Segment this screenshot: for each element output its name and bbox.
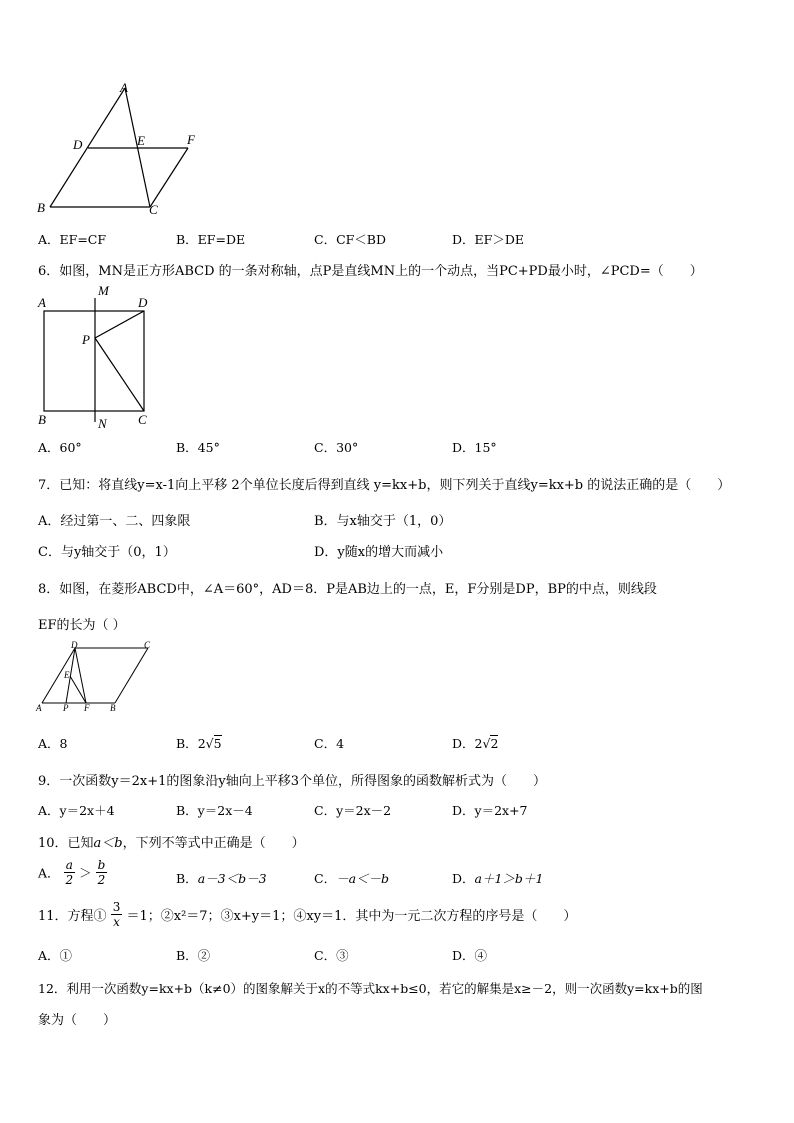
q10-option-b	[176, 869, 267, 887]
q9-option-a: A．y＝2x＋4	[38, 803, 115, 818]
q6-option-b: B．45°	[176, 440, 220, 455]
q8-option-a: A．8	[38, 736, 68, 751]
q8-option-b-prefix: B．	[176, 736, 198, 751]
q7-stem: 7．已知：将直线y=x-1向上平移 2个单位长度后得到直线 y=kx+b，则下列关于直线y=kx+b 的说法正确的是（ ）	[38, 478, 731, 493]
q9-stem: 9．一次函数y＝2x+1的图象沿y轴向上平移3个单位，所得图象的函数解析式为（ ）	[38, 774, 546, 789]
q5-option-a: A．EF=CF	[38, 232, 107, 247]
q10-option-d-expr: a＋1＞b＋1	[474, 871, 544, 886]
q10-option-b-expr: a－3＜b－3	[197, 871, 267, 886]
q10-stem-suffix: ，下列不等式中正确是（ ）	[122, 836, 305, 851]
q10-stem	[38, 832, 305, 851]
q8-option-b-radicand: 5	[213, 736, 222, 751]
q5-figure	[30, 78, 210, 218]
q10-option-a-den2: 2	[97, 873, 106, 887]
q5-label-F: F	[187, 132, 195, 147]
q10-option-d-prefix: D．	[452, 871, 475, 886]
q6-option-a: A．60°	[38, 440, 82, 455]
q10-stem-prefix: 10．已知	[38, 836, 94, 851]
q5-label-B: B	[37, 200, 45, 215]
q8-option-b	[176, 734, 222, 752]
q8-stem-line2: EF的长为（ ）	[38, 618, 126, 633]
q10-option-a-prefix: A．	[38, 865, 60, 881]
q10-option-c-expr: －a＜－b	[336, 871, 390, 886]
q6-figure	[30, 280, 160, 430]
q7-option-c: C．与y轴交于（0，1）	[38, 545, 176, 560]
q10-option-a-den1: 2	[65, 873, 74, 887]
q8-option-b-coef: 2	[197, 736, 206, 751]
q10-option-a-rel: ＞	[79, 865, 92, 881]
q6-label-A: A	[38, 295, 46, 310]
q8-label-F: F	[84, 703, 90, 713]
q8-label-A: A	[36, 703, 42, 713]
q8-label-B: B	[110, 703, 116, 713]
q8-label-D: D	[71, 640, 78, 650]
q8-option-b-sqrt-icon: √	[205, 736, 214, 751]
q6-stem: 6．如图，MN是正方形ABCD 的一条对称轴，点P是直线MN上的一个动点，当PC+PD最小时，∠PCD=（ ）	[38, 264, 703, 279]
q11-option-d: D．④	[452, 948, 488, 963]
q6-option-d: D．15°	[452, 440, 497, 455]
q5-label-C: C	[149, 202, 158, 217]
q10-option-c-prefix: C．	[314, 871, 337, 886]
q10-option-c	[314, 869, 389, 887]
q9-option-d: D．y＝2x+7	[452, 803, 528, 818]
q8-stem-line1: 8．如图，在菱形ABCD中，∠A＝60°，AD＝8．P是AB边上的一点，E，F分别是DP，BP的中点，则线段	[38, 582, 657, 597]
q11-option-c: C．③	[314, 948, 349, 963]
q11-stem-den: x	[113, 915, 120, 929]
q12-stem-line2: 象为（ ）	[38, 1013, 117, 1028]
q11-stem	[38, 900, 576, 929]
q8-label-P: P	[63, 703, 69, 713]
q8-label-E: E	[64, 670, 70, 680]
q6-label-C: C	[138, 412, 147, 427]
q11-stem-num: 3	[112, 900, 121, 914]
q6-label-D: D	[138, 295, 148, 310]
q8-option-d-coef: 2	[474, 736, 483, 751]
q11-option-a: A．①	[38, 948, 73, 963]
q6-option-c: C．30°	[314, 440, 359, 455]
q5-label-E: E	[137, 133, 145, 148]
q5-option-c: C．CF＜BD	[314, 232, 387, 247]
q9-option-b: B．y＝2x－4	[176, 803, 253, 818]
q10-option-a-num1: a	[64, 858, 76, 873]
q6-label-N: N	[98, 416, 107, 430]
q8-label-C: C	[144, 640, 151, 650]
q6-label-B: B	[38, 412, 46, 427]
q10-option-b-prefix: B．	[176, 871, 198, 886]
q7-option-a: A．经过第一、二、四象限	[38, 514, 191, 529]
q5-label-D: D	[73, 137, 83, 152]
q8-figure	[30, 640, 160, 715]
q7-option-d: D．y随x的增大而减小	[314, 545, 444, 560]
q10-option-a-num2: b	[97, 858, 106, 872]
q8-option-d-radicand: 2	[490, 736, 499, 751]
q10-option-a	[38, 858, 107, 887]
q5-option-b: B．EF=DE	[176, 232, 246, 247]
q11-stem-suffix: ＝1；②x²＝7；③x+y＝1；④xy＝1．其中为一元二次方程的序号是（ ）	[126, 909, 577, 924]
q8-option-d-sqrt-icon: √	[482, 736, 491, 751]
q8-option-d	[452, 734, 498, 752]
q5-option-d: D．EF＞DE	[452, 232, 524, 247]
q8-option-c: C．4	[314, 736, 345, 751]
q8-option-d-prefix: D．	[452, 736, 475, 751]
q11-option-b: B．②	[176, 948, 211, 963]
q6-label-M: M	[98, 283, 109, 298]
q12-stem-line1: 12．利用一次函数y=kx+b（k≠0）的图象解关于x的不等式kx+b≤0，若它的解集是x≥－2，则一次函数y=kx+b的图	[38, 981, 703, 996]
q10-stem-condition: a＜b	[93, 836, 123, 851]
q9-option-c: C．y＝2x－2	[314, 803, 392, 818]
q11-stem-prefix: 11．方程①	[38, 909, 107, 924]
q10-option-d	[452, 869, 543, 887]
q7-option-b: B．与x轴交于（1，0）	[314, 514, 452, 529]
q6-label-P: P	[82, 332, 90, 347]
q5-label-A: A	[120, 80, 128, 95]
